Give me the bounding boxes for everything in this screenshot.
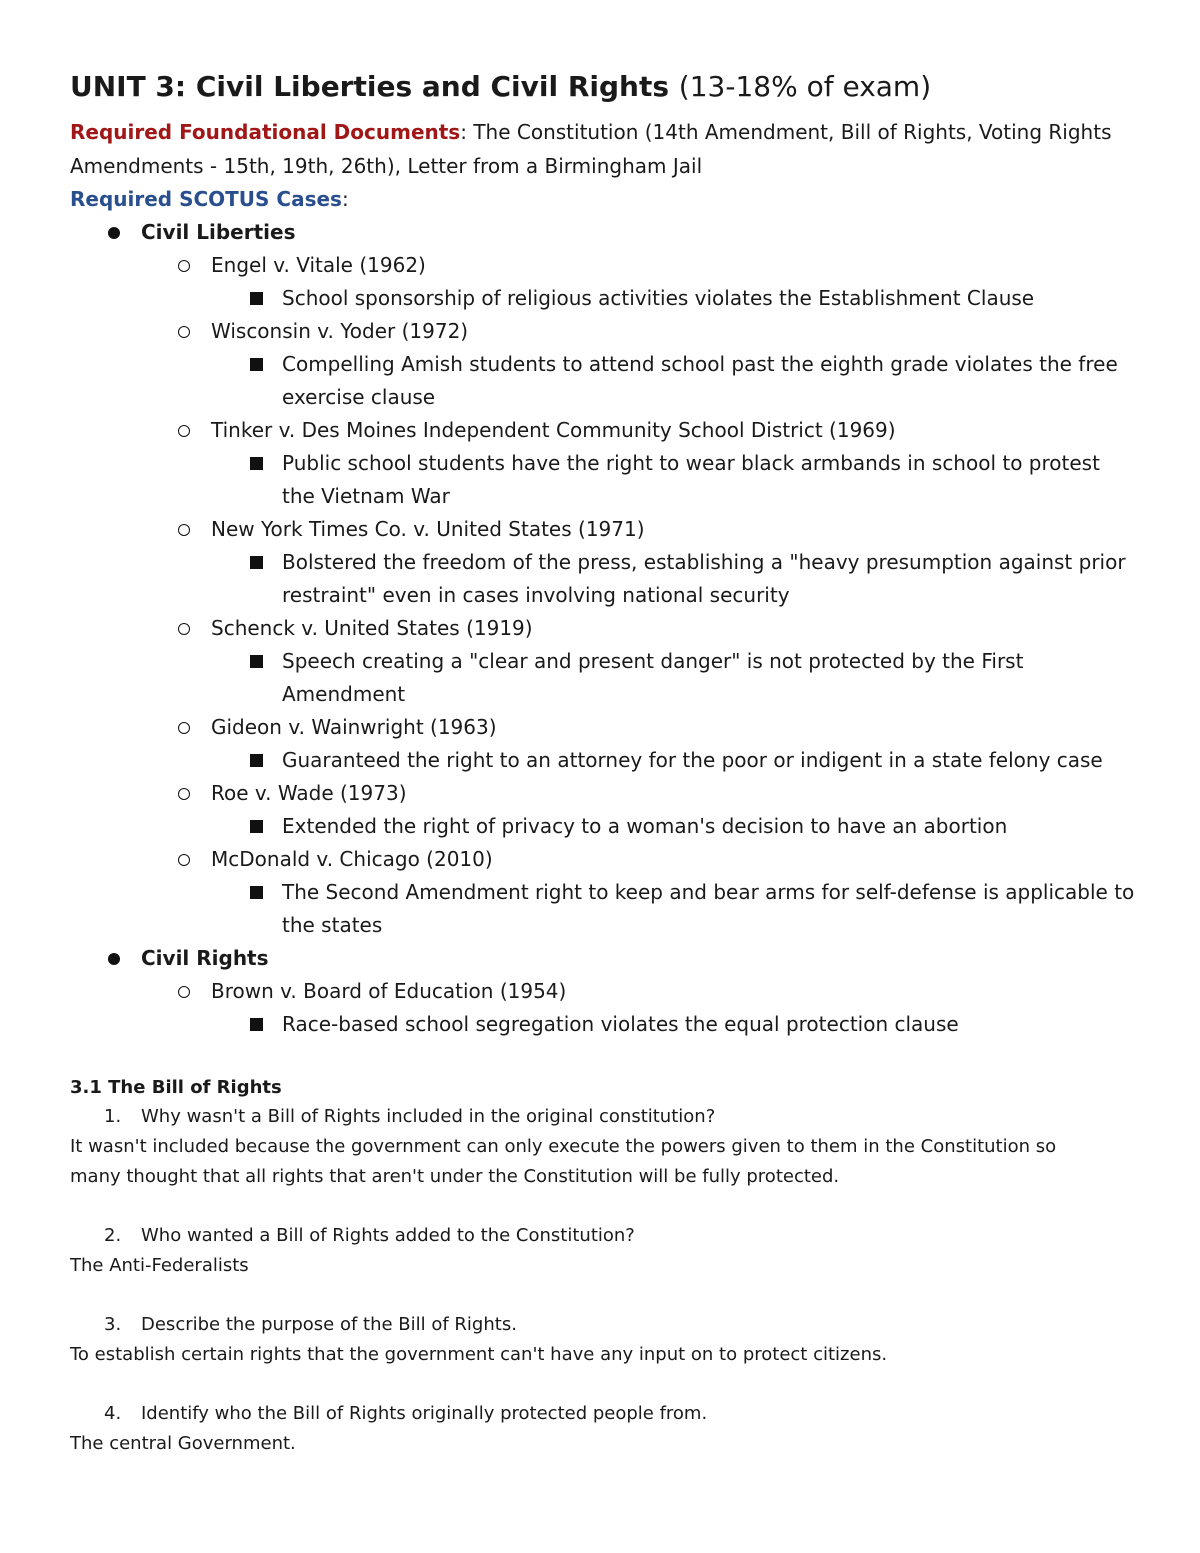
docs-line-2: Amendments - 15th, 19th, 26th), Letter from a Birmingham Jail [70,154,703,178]
circle-bullet-icon [178,425,190,437]
docs-text-1: : The Constitution (14th Amendment, Bill of Rights, Voting Rights [460,120,1112,144]
circle-bullet-icon [178,326,190,338]
question-number: 3. [104,1314,122,1335]
unit-title: UNIT 3: Civil Liberties and Civil Rights [70,70,670,103]
category-heading: Civil Rights [141,946,269,970]
case-holding: the states [282,913,383,937]
section-heading: 3.1 The Bill of Rights [70,1077,282,1098]
case-title: Roe v. Wade (1973) [211,781,407,805]
square-bullet-icon [250,886,263,899]
circle-bullet-icon [178,623,190,635]
exam-percent: (13-18% of exam) [678,70,932,103]
docs-label: Required Foundational Documents [70,120,461,144]
case-holding: Speech creating a "clear and present danger" is not protected by the First [282,649,1024,673]
case-title: Tinker v. Des Moines Independent Community School District (1969) [211,418,896,442]
page-title [70,70,931,103]
square-bullet-icon [250,556,263,569]
question-text: Who wanted a Bill of Rights added to the Constitution? [141,1225,635,1246]
question-text: Why wasn't a Bill of Rights included in the original constitution? [141,1106,716,1127]
case-holding: Race-based school segregation violates the equal protection clause [282,1012,959,1036]
case-holding: Guaranteed the right to an attorney for the poor or indigent in a state felony case [282,748,1103,772]
question-text: Identify who the Bill of Rights originally protected people from. [141,1403,708,1424]
cases-label: Required SCOTUS Cases [70,187,342,211]
answer-text: It wasn't included because the government can only execute the powers given to them in the Constitution so [70,1136,1057,1157]
case-title: Wisconsin v. Yoder (1972) [211,319,469,343]
case-holding: Bolstered the freedom of the press, establishing a "heavy presumption against prior [282,550,1126,574]
case-holding: restraint" even in cases involving national security [282,583,790,607]
square-bullet-icon [250,754,263,767]
square-bullet-icon [250,820,263,833]
circle-bullet-icon [178,260,190,272]
circle-bullet-icon [178,854,190,866]
case-title: McDonald v. Chicago (2010) [211,847,493,871]
case-holding: Compelling Amish students to attend school past the eighth grade violates the free [282,352,1118,376]
square-bullet-icon [250,457,263,470]
square-bullet-icon [250,292,263,305]
question-number: 1. [104,1106,122,1127]
cases-line [70,185,349,213]
case-holding: exercise clause [282,385,436,409]
case-title: Gideon v. Wainwright (1963) [211,715,497,739]
docs-line-1 [70,118,1112,146]
case-holding: The Second Amendment right to keep and bear arms for self-defense is applicable to [282,880,1135,904]
question-text: Describe the purpose of the Bill of Rights. [141,1314,517,1335]
circle-bullet-icon [178,722,190,734]
circle-bullet-icon [178,524,190,536]
bullet-icon [108,227,120,239]
answer-text: The Anti-Federalists [70,1255,249,1276]
circle-bullet-icon [178,986,190,998]
square-bullet-icon [250,1018,263,1031]
question-number: 2. [104,1225,122,1246]
circle-bullet-icon [178,788,190,800]
answer-text: The central Government. [70,1433,296,1454]
case-title: Engel v. Vitale (1962) [211,253,426,277]
case-holding: School sponsorship of religious activities violates the Establishment Clause [282,286,1035,310]
category-heading: Civil Liberties [141,220,296,244]
case-holding: Amendment [282,682,406,706]
square-bullet-icon [250,358,263,371]
bullet-icon [108,953,120,965]
answer-text: To establish certain rights that the government can't have any input on to protect citizens. [70,1344,888,1365]
case-title: Brown v. Board of Education (1954) [211,979,567,1003]
case-title: Schenck v. United States (1919) [211,616,533,640]
cases-colon: : [341,187,349,211]
case-holding: Public school students have the right to wear black armbands in school to protest [282,451,1100,475]
case-holding: Extended the right of privacy to a woman's decision to have an abortion [282,814,1008,838]
case-title: New York Times Co. v. United States (1971) [211,517,645,541]
case-holding: the Vietnam War [282,484,450,508]
square-bullet-icon [250,655,263,668]
question-number: 4. [104,1403,122,1424]
answer-text: many thought that all rights that aren't under the Constitution will be fully protected. [70,1166,840,1187]
